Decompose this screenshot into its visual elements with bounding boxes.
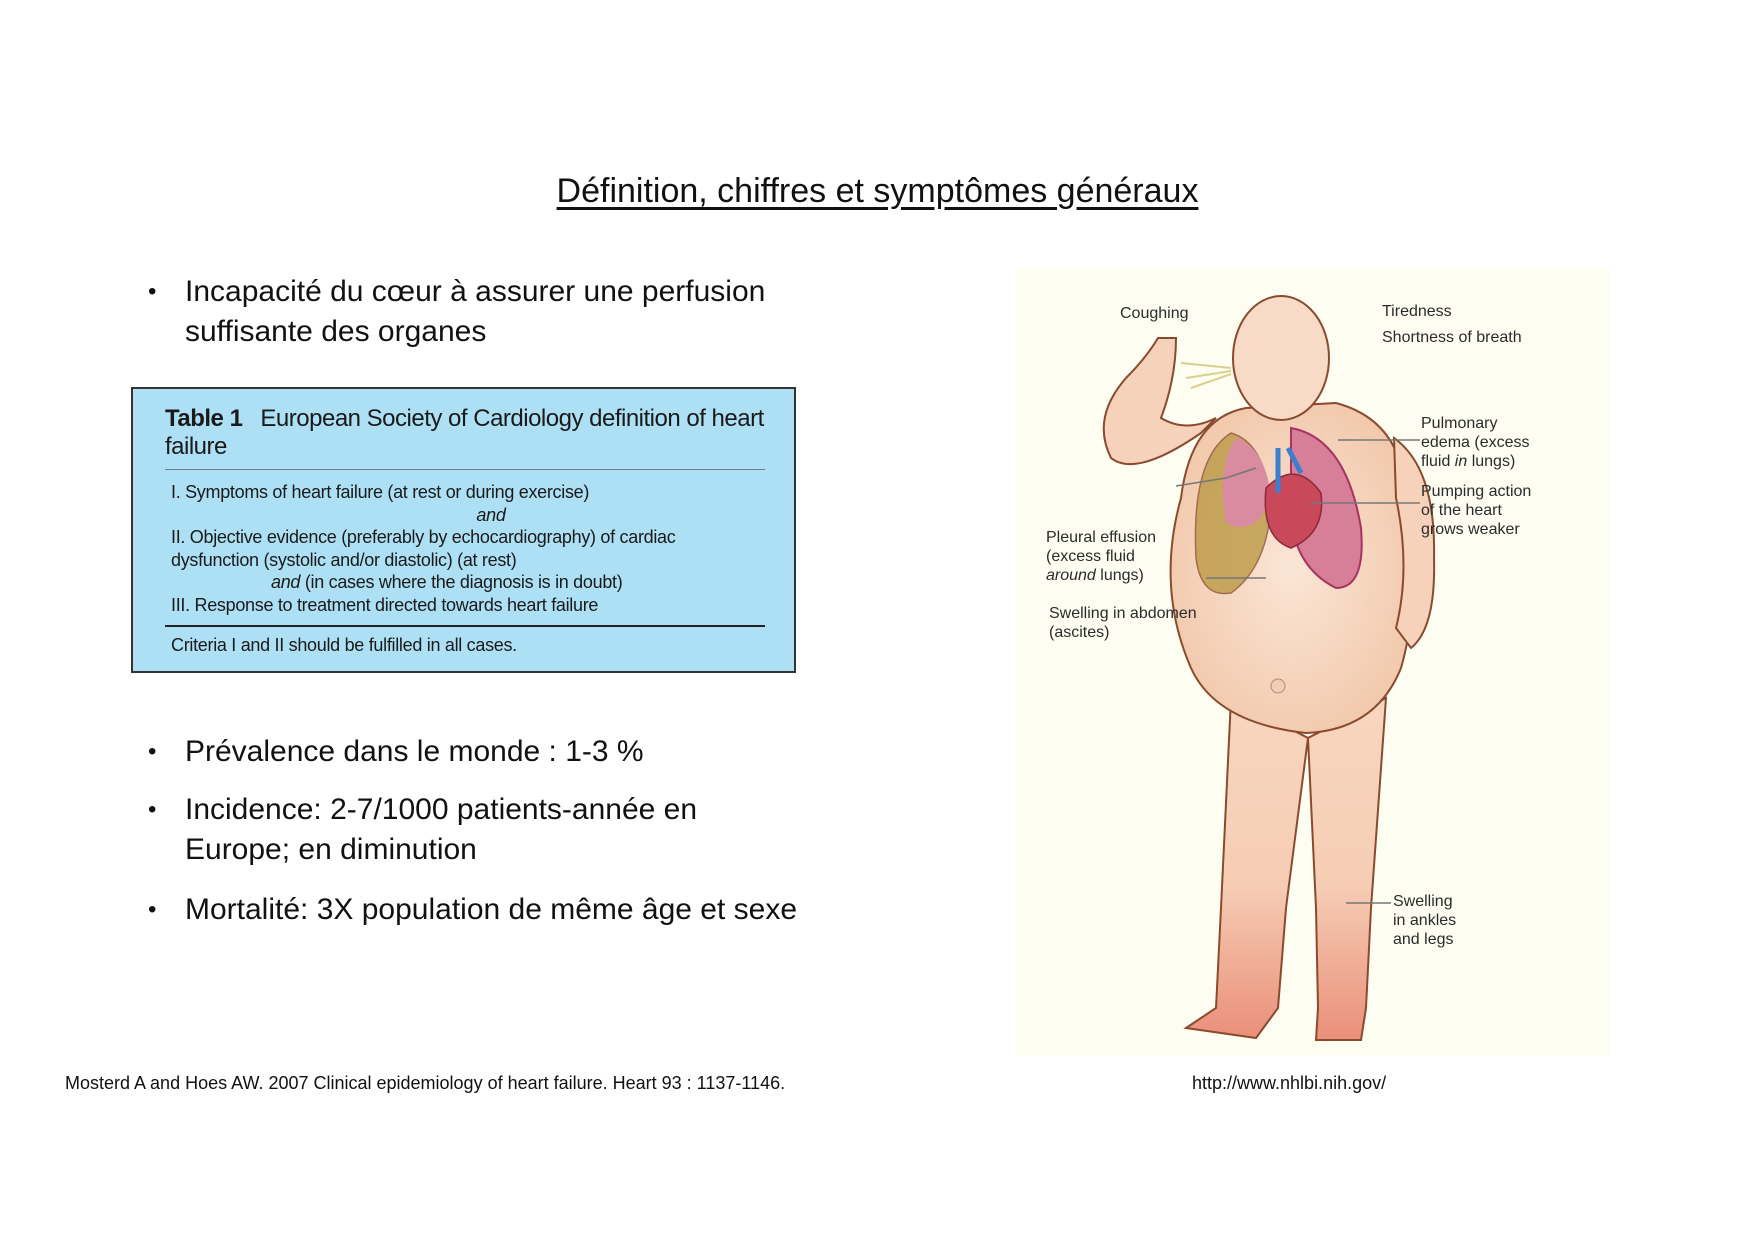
bullet-dot-icon: • [148,278,157,305]
label-line: (ascites) [1049,624,1110,641]
label-line [1421,452,1530,471]
table-label: Table 1 [165,405,243,432]
heart-failure-illustration [1016,268,1610,1056]
table-rows [171,481,771,616]
label-pumping-action [1421,482,1531,539]
table-row-and: and [476,504,506,525]
bullet-text: Mortalité: 3X population de même âge et sexe [185,893,798,926]
table-row: dysfunction (systolic and/or diastolic) (at rest) [171,549,517,570]
table-row [171,571,771,594]
esc-definition-table [131,387,796,673]
bullet-text: Prévalence dans le monde : 1-3 % [185,735,644,768]
label-shortness-of-breath: Shortness of breath [1382,329,1522,346]
bullet-text: Incidence: 2-7/1000 patients-année en [185,793,698,826]
label-line: grows weaker [1421,521,1520,538]
label-line: (excess fluid [1046,548,1135,565]
label-swelling-abdomen [1049,604,1197,642]
label-swelling-ankles [1393,892,1456,949]
label-line: of the heart [1421,502,1502,519]
label-part: fluid [1421,453,1455,470]
table-row: II. Objective evidence (preferably by echocardiography) of cardiac [171,527,676,547]
label-line: and legs [1393,931,1454,948]
label-tiredness: Tiredness [1382,303,1452,320]
label-line: Pumping action [1421,483,1532,500]
bullet-dot-icon: • [148,896,157,923]
table-caption-text: European Society of Cardiology definition of heart failure [165,405,764,460]
table-footnote: Criteria I and II should be fulfilled in all cases. [171,635,517,655]
label-line: Swelling in abdomen [1049,605,1197,622]
label-pleural-effusion [1046,528,1156,585]
label-part: lungs) [1467,453,1516,470]
label-line: Swelling [1393,893,1453,910]
label-line [1046,566,1156,585]
bullet-dot-icon: • [148,796,157,823]
label-pulmonary-edema [1421,414,1530,471]
table-row: I. Symptoms of heart failure (at rest or during exercise) [171,482,590,502]
source-url: http://www.nhlbi.nih.gov/ [1192,1073,1387,1093]
table-row-cond: (in cases where the diagnosis is in doubt) [304,572,623,592]
label-line: Pleural effusion [1046,529,1156,546]
page-title: Définition, chiffres et symptômes généraux [556,172,1199,210]
bullet-text-cont: suffisante des organes [185,315,487,348]
label-line: edema (excess [1421,434,1530,451]
label-line: Pulmonary [1421,415,1498,432]
label-part: in [1454,453,1468,470]
label-coughing: Coughing [1120,305,1189,322]
table-divider-thick [165,625,765,627]
table-divider [165,469,765,470]
bullet-text-cont: Europe; en diminution [185,833,477,866]
table-row-and: and [271,572,301,592]
table-caption [165,405,765,461]
table-row: III. Response to treatment directed towards heart failure [171,594,599,615]
reference-citation: Mosterd A and Hoes AW. 2007 Clinical epidemiology of heart failure. Heart 93 : 1137-1146. [65,1073,786,1093]
bullet-dot-icon: • [148,738,157,765]
label-line: in ankles [1393,912,1457,929]
human-figure-icon [1016,268,1610,1056]
label-part: around [1046,567,1096,584]
label-part: lungs) [1095,567,1144,584]
bullet-text: Incapacité du cœur à assurer une perfusion [185,275,766,308]
